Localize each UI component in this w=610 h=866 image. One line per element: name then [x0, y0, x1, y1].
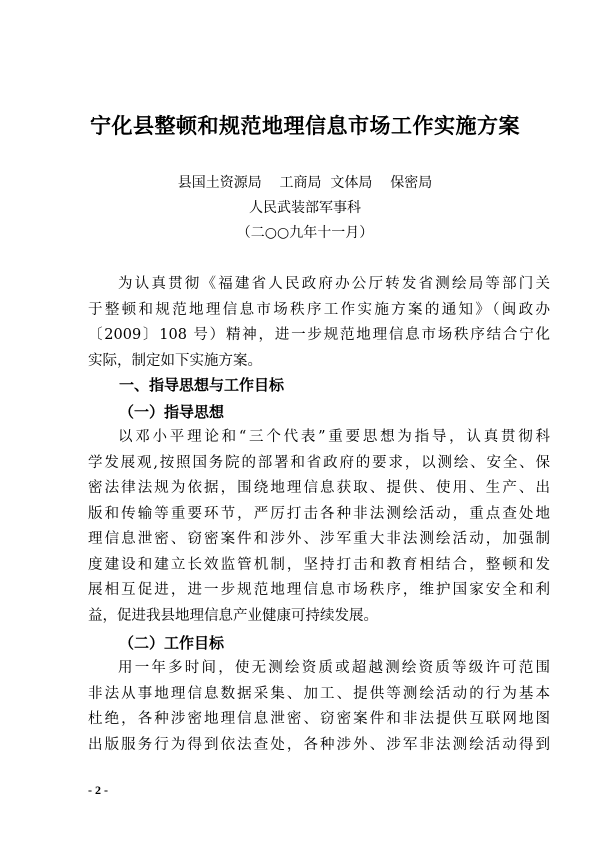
text-line: 出版服务行为得到依法查处，各种涉外、涉军非法测绘活动得到 [88, 736, 550, 753]
text-line: 实际，制定如下实施方案。 [88, 352, 262, 369]
text-line: 密法律法规为依据，围绕地理信息获取、提供、使用、生产、出 [88, 480, 550, 496]
text-line: 于整顿和规范地理信息市场秩序工作实施方案的通知》（闽政办 [88, 301, 550, 318]
section-heading-1: 一、指导思想与工作目标 [119, 376, 285, 394]
document-date: （二○○九年十一月） [236, 225, 374, 241]
text-line: 学发展观,按照国务院的部署和省政府的要求，以测绘、安全、保 [88, 454, 550, 471]
subsection-heading-work-goals: （二）工作目标 [119, 634, 225, 652]
subsection-heading-guiding-ideology: （一）指导思想 [119, 403, 225, 421]
text-line: 杜绝，各种涉密地理信息泄密、窃密案件和非法提供互联网地图 [88, 711, 550, 727]
text-line: 版和传输等重要环节，严厉打击各种非法测绘活动，重点查处地 [88, 505, 550, 522]
work-goals-paragraph [88, 656, 550, 758]
text-line: 展相互促进，进一步规范地理信息市场秩序，维护国家安全和利 [88, 582, 550, 598]
issuing-agencies-line-2: 人民武装部军事科 [249, 200, 361, 216]
text-line: 〔2009〕108 号）精神，进一步规范地理信息市场秩序结合宁化 [88, 327, 550, 343]
intro-paragraph [88, 272, 550, 374]
page-number: - 2 - [88, 783, 108, 797]
text-line: 为认真贯彻《福建省人民政府办公厅转发省测绘局等部门关 [118, 276, 550, 292]
text-line: 度建设和建立长效监管机制，坚持打击和教育相结合，整顿和发 [88, 556, 550, 573]
guiding-ideology-paragraph [88, 425, 550, 629]
issuing-agencies-line-1: 县国土资源局 工商局 文体局 保密局 [177, 175, 433, 191]
text-line: 理信息泄密、窃密案件和涉外、涉军重大非法测绘活动，加强制 [88, 531, 550, 547]
text-line: 非法从事地理信息数据采集、加工、提供等测绘活动的行为基本 [88, 685, 550, 702]
text-line: 以邓小平理论和“三个代表”重要思想为指导，认真贯彻科 [118, 429, 550, 445]
document-title: 宁化县整顿和规范地理信息市场工作实施方案 [90, 113, 520, 138]
text-line: 益，促进我县地理信息产业健康可持续发展。 [88, 607, 378, 624]
text-line: 用一年多时间，使无测绘资质或超越测绘资质等级许可范围 [118, 660, 550, 676]
